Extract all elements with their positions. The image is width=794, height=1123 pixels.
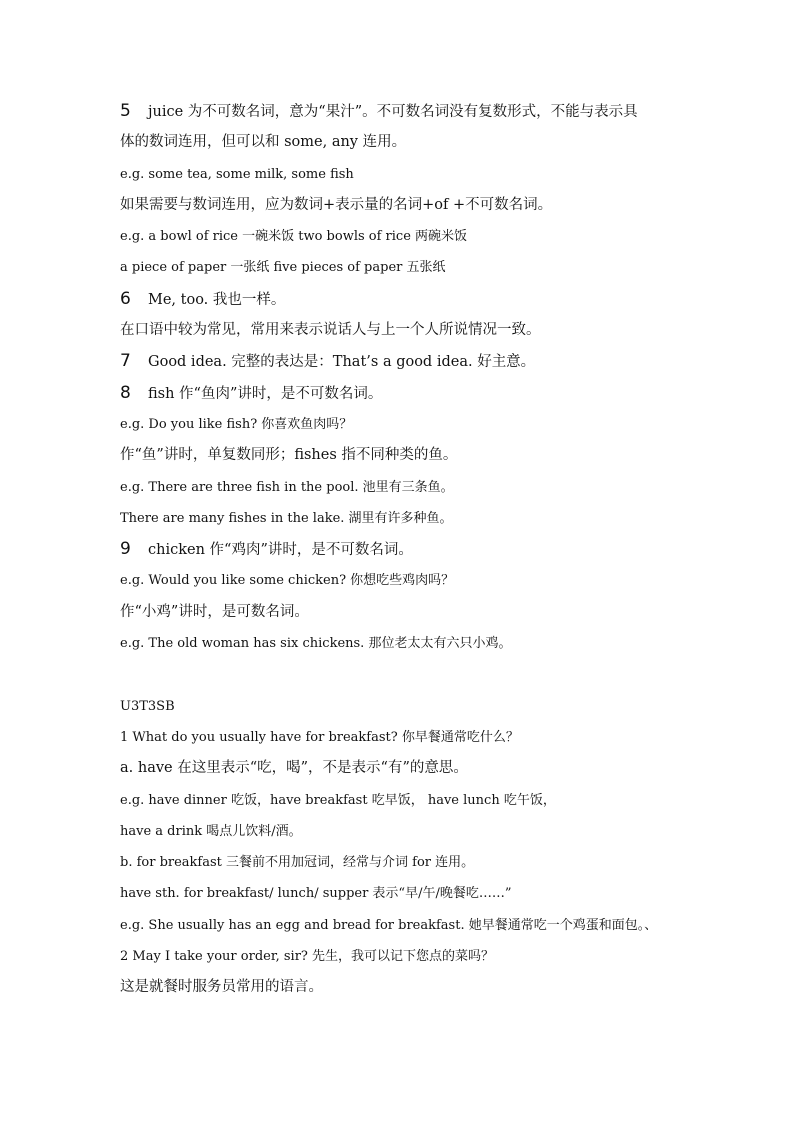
text-line <box>120 440 710 471</box>
text-line <box>120 378 710 409</box>
line-text: have sth. for breakfast/ lunch/ supper 表示“早/午/晚餐吃……” <box>120 886 512 902</box>
text-line <box>120 847 710 878</box>
line-text: Good idea. 完整的表达是：That’s a good idea. 好主意。 <box>148 354 536 371</box>
item-number: 6 <box>120 288 131 309</box>
text-line <box>120 190 710 221</box>
line-text: e.g. Do you like fish? 你喜欢鱼肉吗？ <box>120 416 353 432</box>
text-line <box>120 565 710 596</box>
text-line <box>120 96 710 127</box>
blank-line <box>120 659 710 690</box>
text-line <box>120 159 710 190</box>
line-text: e.g. The old woman has six chickens. 那位老太太有六只小鸡。 <box>120 636 512 652</box>
text-line <box>120 816 710 847</box>
line-text: a piece of paper 一张纸 five pieces of paper 五张纸 <box>120 260 446 276</box>
line-text: 在口语中较为常见，常用来表示说话人与上一个人所说情况一致。 <box>120 322 541 339</box>
line-text: e.g. She usually has an egg and bread for breakfast. 她早餐通常吃一个鸡蛋和面包。、 <box>120 917 658 933</box>
line-text: 作“鱼”讲时，单复数同形；fishes 指不同种类的鱼。 <box>120 447 458 464</box>
line-text: e.g. have dinner 吃饭，have breakfast 吃早饭， have lunch 吃午饭， <box>120 792 556 808</box>
text-line <box>120 252 710 283</box>
text-line <box>120 722 710 753</box>
text-line <box>120 785 710 816</box>
text-line <box>120 972 710 1003</box>
text-line <box>120 127 710 158</box>
text-line <box>120 409 710 440</box>
line-text: chicken 作“鸡肉”讲时，是不可数名词。 <box>148 542 413 559</box>
text-line <box>120 534 710 565</box>
line-text: b. for breakfast 三餐前不用加冠词，经常与介词 for 连用。 <box>120 855 475 871</box>
line-text: e.g. There are three fish in the pool. 池里有三条鱼。 <box>120 479 454 495</box>
line-text: 2 May I take your order, sir? 先生，我可以记下您点的菜吗？ <box>120 949 495 965</box>
item-number: 9 <box>120 539 131 560</box>
line-text: U3T3SB <box>120 698 175 714</box>
line-text: e.g. a bowl of rice 一碗米饭 two bowls of rice 两碗米饭 <box>120 229 468 245</box>
line-text: e.g. some tea, some milk, some fish <box>120 166 354 182</box>
text-line <box>120 941 710 972</box>
text-line <box>120 628 710 659</box>
line-text: 1 What do you usually have for breakfast? 你早餐通常吃什么？ <box>120 729 519 745</box>
text-line <box>120 221 710 252</box>
line-text: e.g. Would you like some chicken? 你想吃些鸡肉吗？ <box>120 573 455 589</box>
item-number: 8 <box>120 382 131 403</box>
line-text: Me, too. 我也一样。 <box>148 291 286 308</box>
document-page <box>120 96 710 1004</box>
item-number: 5 <box>120 101 131 121</box>
text-line <box>120 315 710 346</box>
text-line <box>120 597 710 628</box>
line-text: 作“小鸡”讲时，是可数名词。 <box>120 603 309 620</box>
line-text: juice 为不可数名词，意为“果汁”。不可数名词没有复数形式，不能与表示具 <box>148 104 638 120</box>
text-line <box>120 284 710 315</box>
line-text: 这是就餐时服务员常用的语言。 <box>120 979 323 996</box>
text-line <box>120 753 710 784</box>
section-heading <box>120 691 710 722</box>
line-text: fish 作“鱼肉”讲时，是不可数名词。 <box>148 385 383 402</box>
text-line <box>120 472 710 503</box>
line-text: 如果需要与数词连用，应为数词+表示量的名词+of +不可数名词。 <box>120 196 553 213</box>
text-line <box>120 503 710 534</box>
text-line <box>120 878 710 909</box>
line-text: a. have 在这里表示“吃，喝”，不是表示“有”的意思。 <box>120 760 468 777</box>
text-line <box>120 910 710 941</box>
item-number: 7 <box>120 351 131 372</box>
text-line <box>120 346 710 377</box>
line-text: 体的数词连用，但可以和 some, any 连用。 <box>120 134 407 151</box>
line-text: There are many fishes in the lake. 湖里有许多种鱼。 <box>120 510 453 526</box>
line-text: have a drink 喝点儿饮料/酒。 <box>120 823 302 839</box>
